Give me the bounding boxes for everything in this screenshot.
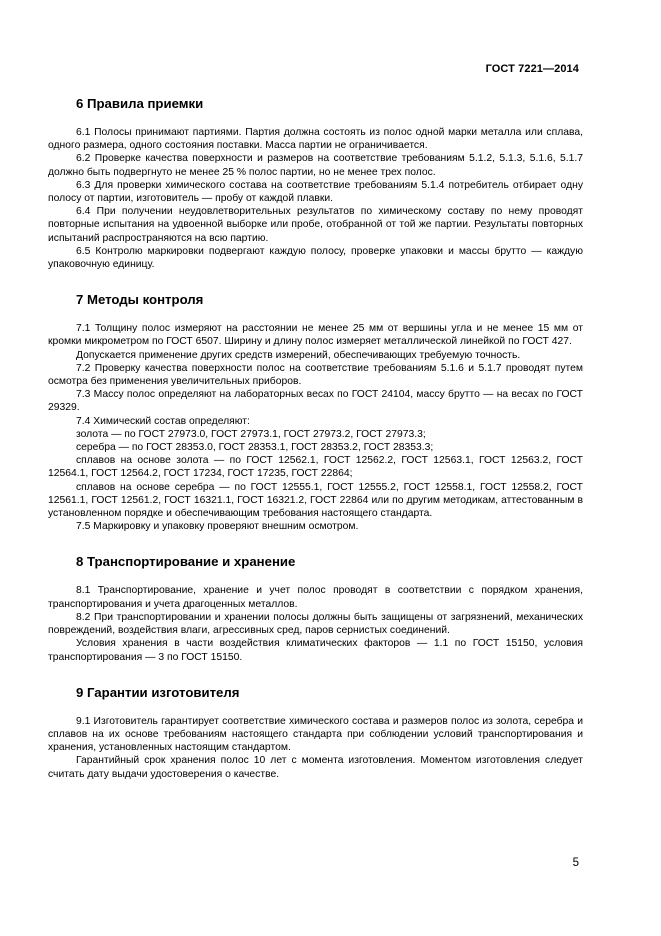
paragraph: 6.2 Проверке качества поверхности и размеров на соответствие требованиям 5.1.2, 5.1.3, 5.1.6, 5.1.7 должно быть подвергнуто не менее 25 % полос партии, но не менее трех полос. bbox=[48, 153, 583, 178]
paragraph: серебра — по ГОСТ 28353.0, ГОСТ 28353.1, ГОСТ 28353.2, ГОСТ 28353.3; bbox=[76, 442, 434, 454]
paragraph: 6.3 Для проверки химического состава на соответствие требованиям 5.1.4 потребитель отбирает одну полосу от партии, изготовитель — пробу от каждой плавки. bbox=[48, 179, 583, 205]
paragraph: 6.4 При получении неудовлетворительных результатов по химическому составу по нему проводят повторные испытания на удвоенной выборке или пробе, отобранной от той же партии. Результаты повторных испытаний распространяются на всю партию. bbox=[48, 206, 583, 244]
paragraph: Гарантийный срок хранения полос 10 лет с момента изготовления. Моментом изготовления следует считать дату выдачи удостоверения о качестве. bbox=[48, 755, 583, 780]
paragraph: золота — по ГОСТ 27973.0, ГОСТ 27973.1, ГОСТ 27973.2, ГОСТ 27973.3; bbox=[76, 428, 426, 440]
paragraph: 6.1 Полосы принимают партиями. Партия должна состоять из полос одной марки металла или сплава, одного размера, одного состояния поставки. Масса партии не ограничивается. bbox=[48, 127, 583, 152]
paragraph: 7.4 Химический состав определяют: bbox=[76, 415, 250, 427]
paragraph: Условия хранения в части воздействия климатических факторов — 1.1 по ГОСТ 15150, условия транспортирования — 3 по ГОСТ 15150. bbox=[48, 638, 583, 663]
section-8 bbox=[48, 554, 583, 663]
paragraph: сплавов на основе золота — по ГОСТ 12562.1, ГОСТ 12562.2, ГОСТ 12563.1, ГОСТ 12563.2, ГОСТ 12564.1, ГОСТ 12564.2, ГОСТ 17234, ГОСТ 17235, ГОСТ 22864; bbox=[48, 455, 583, 480]
paragraph: 7.1 Толщину полос измеряют на расстоянии не менее 25 мм от вершины угла и не менее 15 мм от кромки микрометром по ГОСТ 6507. Ширину и длину полос измеряет металлической линейкой по ГОСТ 427. bbox=[48, 323, 583, 348]
section-7 bbox=[48, 292, 583, 533]
paragraph: 6.5 Контролю маркировки подвергают каждую полосу, проверке упаковки и массы брутто — каждую упаковочную единицу. bbox=[48, 245, 583, 271]
paragraph: 7.2 Проверку качества поверхности полос на соответствие требованиям 5.1.6 и 5.1.7 проводят путем осмотра без применения увеличительных приборов. bbox=[48, 362, 583, 388]
section-title: 8 Транспортирование и хранение bbox=[76, 554, 296, 570]
paragraph: сплавов на основе серебра — по ГОСТ 12555.1, ГОСТ 12555.2, ГОСТ 12558.1, ГОСТ 12558.2, ГОСТ 12561.1, ГОСТ 12561.2, ГОСТ 16321.1, ГОСТ 16321.2, ГОСТ 22864 или по другим методикам, аттестованным в установленном порядке и обеспечивающим требования настоящего стандарта. bbox=[48, 481, 583, 520]
paragraph: 7.3 Массу полос определяют на лабораторных весах по ГОСТ 24104, массу брутто — на весах по ГОСТ 29329. bbox=[48, 389, 583, 414]
page-content bbox=[48, 96, 583, 802]
paragraph: 8.2 При транспортировании и хранении полосы должны быть защищены от загрязнений, механических повреждений, воздействия влаги, агрессивных сред, паров сернистых соединений. bbox=[48, 611, 583, 637]
page-number: 5 bbox=[572, 857, 579, 869]
paragraph: 8.1 Транспортирование, хранение и учет полос проводят в соответствии с порядком хранения, транспортирования и учета драгоценных металлов. bbox=[48, 585, 583, 610]
section-title: 9 Гарантии изготовителя bbox=[76, 684, 240, 700]
document-code-header: ГОСТ 7221—2014 bbox=[485, 63, 579, 75]
paragraph: 9.1 Изготовитель гарантирует соответствие химического состава и размеров полос из золота, серебра и сплавов на их основе требованиям настоящего стандарта при соблюдении условий транспортирования и хранения, установленных настоящим стандартом. bbox=[48, 715, 583, 754]
section-6 bbox=[48, 96, 583, 271]
section-title: 6 Правила приемки bbox=[76, 96, 204, 111]
paragraph: 7.5 Маркировку и упаковку проверяют внешним осмотром. bbox=[76, 521, 359, 533]
section-title: 7 Методы контроля bbox=[76, 292, 204, 308]
paragraph: Допускается применение других средств измерений, обеспечивающих требуемую точность. bbox=[76, 349, 521, 361]
section-9 bbox=[48, 685, 583, 781]
